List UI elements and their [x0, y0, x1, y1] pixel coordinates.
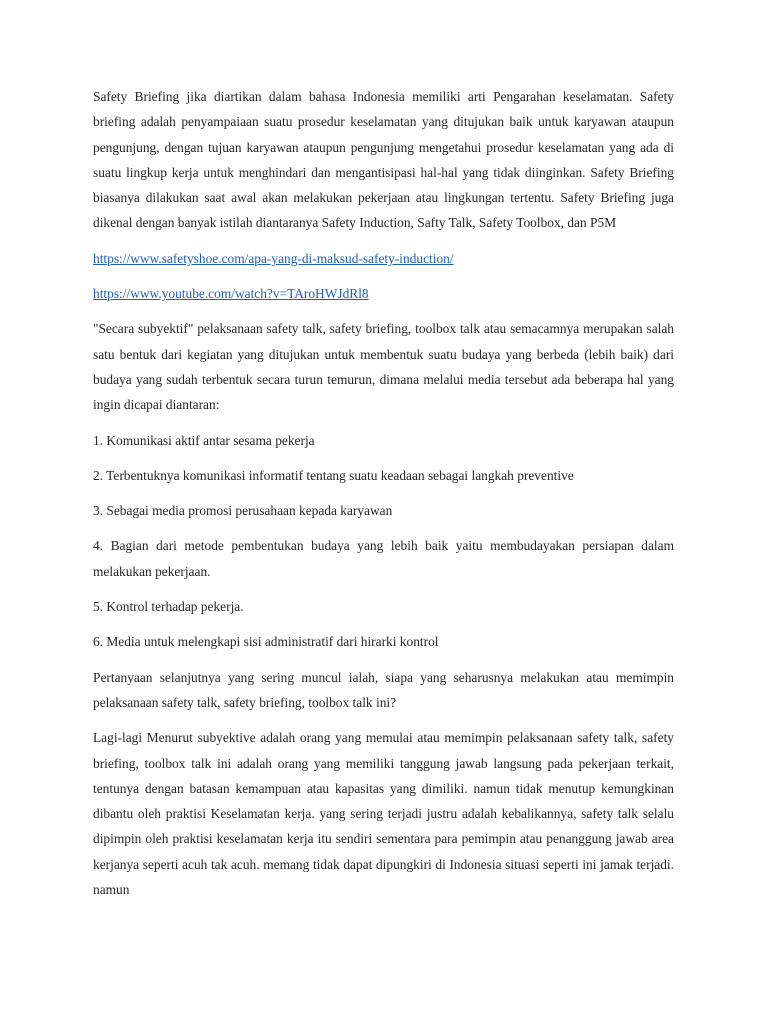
- link-safetyshoe-text[interactable]: https://www.safetyshoe.com/apa-yang-di-maksud-safety-induction/: [93, 250, 454, 266]
- list-item: 5. Kontrol terhadap pekerja.: [93, 599, 244, 615]
- paragraph-question: Pertanyaan selanjutnya yang sering muncul ialah, siapa yang seharusnya melakukan atau memimpin pelaksanaan safety talk, safety briefing, toolbox talk ini?: [93, 669, 674, 710]
- paragraph-leader-responsibility: Lagi-lagi Menurut subyektive adalah orang yang memulai atau memimpin pelaksanaan safety talk, safety briefing, toolbox talk ini adalah orang yang memiliki tanggung jawab langsung pada pekerjaan terkait, tentunya dengan batasan kemampuan atau kapasitas yang dimiliki. namun tidak menutup kemungkinan dibantu oleh praktisi Keselamatan kerja. yang sering terjadi justru adalah kebalikannya, safety talk selalu dipimpin oleh praktisi keselamatan kerja itu sendiri sementara para pemimpin atau penanggung jawab area kerjanya seperti acuh tak acuh. memang tidak dapat dipungkiri di Indonesia situasi seperti ini jamak terjadi. namun: [93, 730, 674, 898]
- link-safetyshoe[interactable]: [93, 246, 674, 271]
- link-youtube-text[interactable]: https://www.youtube.com/watch?v=TAroHWJdRl8: [93, 286, 369, 302]
- document-page: [93, 84, 674, 912]
- list-item: 6. Media untuk melengkapi sisi administratif dari hirarki kontrol: [93, 634, 439, 650]
- paragraph-subjective-purpose: "Secara subyektif" pelaksanaan safety talk, safety briefing, toolbox talk atau semacamnya merupakan salah satu bentuk dari kegiatan yang ditujukan untuk membentuk suatu budaya yang berbeda (lebih baik) dari budaya yang sudah terbentuk secara turun temurun, dimana melalui media tersebut ada beberapa hal yang ingin dicapai diantaran:: [93, 321, 674, 413]
- list-item: 3. Sebagai media promosi perusahaan kepada karyawan: [93, 503, 393, 519]
- link-youtube[interactable]: [93, 281, 674, 306]
- list-item: 4. Bagian dari metode pembentukan budaya yang lebih baik yaitu membudayakan persiapan dalam melakukan pekerjaan.: [93, 538, 674, 579]
- list-item: 2. Terbentuknya komunikasi informatif tentang suatu keadaan sebagai langkah preventive: [93, 467, 574, 483]
- list-item: 1. Komunikasi aktif antar sesama pekerja: [93, 432, 315, 448]
- paragraph-safety-briefing-definition: Safety Briefing jika diartikan dalam bahasa Indonesia memiliki arti Pengarahan keselamatan. Safety briefing adalah penyampaiaan suatu prosedur keselamatan yang ditujukan baik untuk karyawan ataupun pengunjung, dengan tujuan karyawan ataupun pengunjung mengetahui prosedur keselamatan yang ada di suatu lingkup kerja untuk menghindari dan mengantisipasi hal-hal yang tidak diinginkan. Safety Briefing biasanya dilakukan saat awal akan melakukan pekerjaan atau lingkungan tertentu. Safety Briefing juga dikenal dengan banyak istilah diantaranya Safety Induction, Safty Talk, Safety Toolbox, dan P5M: [93, 89, 674, 231]
